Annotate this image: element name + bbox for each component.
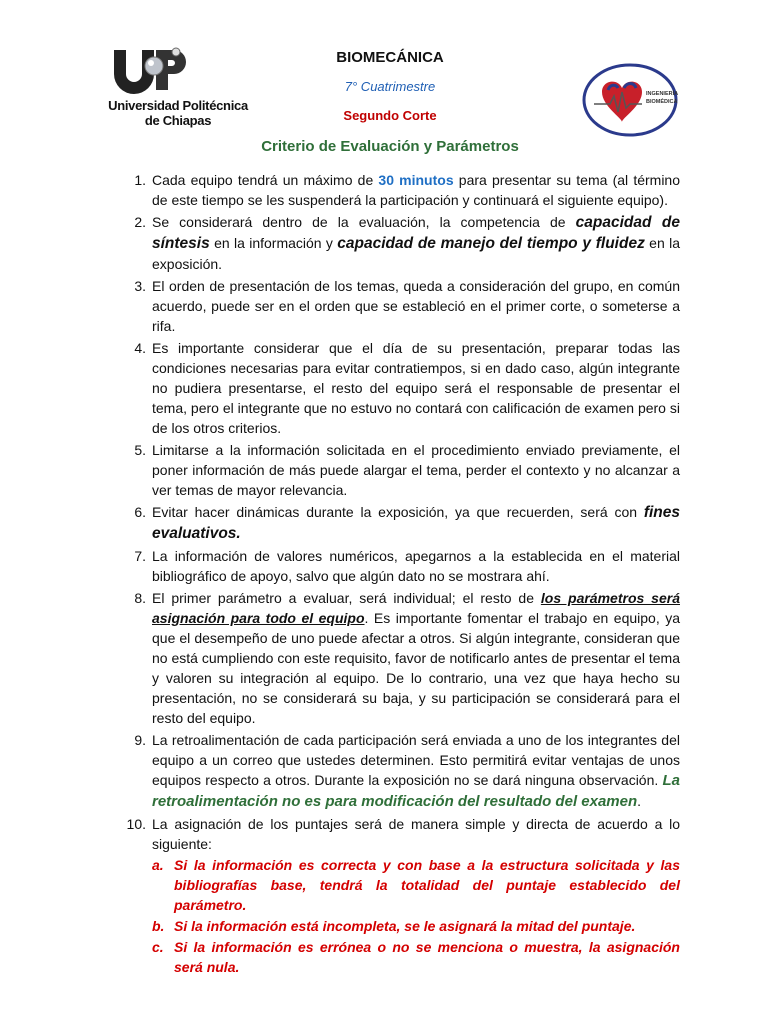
item-highlight: 30 minutos [378,172,454,188]
item-text: Se considerará dentro de la evaluación, la competencia de [152,214,576,230]
item-number: 6. [134,504,146,520]
up-logo-mark-icon [110,46,190,94]
sub-item-letter: c. [152,939,164,955]
sub-item [152,937,680,977]
list-item [120,276,680,336]
item-number: 7. [134,548,146,564]
university-name-line1: Universidad Politécnica [108,98,248,113]
logo-text-line1: INGENIERÍA [646,91,679,97]
item-text: La información de valores numéricos, apegarnos a la establecida en el material bibliográfico de apoyo, salvo que algún dato no se mostrara ahí. [152,548,680,584]
sub-item [152,916,680,936]
logo-text-line2: BIOMÉDICA [646,99,678,105]
course-title: BIOMECÁNICA [336,49,444,66]
sub-item-text: Si la información está incompleta, se le asignará la mitad del puntaje. [174,918,636,934]
item-number: 8. [134,590,146,606]
list-item [120,502,680,544]
item-text: . Es importante fomentar el trabajo en equipo, ya que el desempeño de uno puede afectar a otros. Si algún integrante, consideran que no está cumpliendo con este requisito, favor de notificarlo antes de presentar el tema y valoren su integración al equipo. De lo contrario, una vez que haya hecho su presentación, no se considerará su baja, y su participación se considerará para el resto del equipo. [152,610,680,726]
sub-item [152,855,680,915]
list-item [120,170,680,210]
university-name-line2: de Chiapas [144,113,212,128]
item-text: El orden de presentación de los temas, queda a consideración del grupo, en común acuerdo, puede ser en el orden que se estableció en el primer corte, o someterse a rifa. [152,278,680,334]
list-item [120,730,680,812]
item-number: 1. [134,172,146,188]
item-highlight: La retroalimentación no es para modificación del resultado del examen [152,772,680,810]
sub-item-text: Si la información es correcta y con base a la estructura solicitada y las bibliografías base, tendrá la totalidad del puntaje establecido del parámetro. [174,857,680,913]
item-text: El primer parámetro a evaluar, será individual; el resto de [152,590,541,606]
item-emphasis: capacidad de manejo del tiempo y fluidez [337,235,645,252]
item-number: 5. [134,442,146,458]
item-text: en la exposición. [152,235,680,272]
university-name [106,98,250,128]
item-number: 4. [134,340,146,356]
section-title: Criterio de Evaluación y Parámetros [261,138,519,155]
item-text: . [637,793,642,809]
list-item [120,212,680,274]
list-item [120,588,680,728]
item-text: Es importante considerar que el día de su presentación, preparar todas las condiciones necesarias para evitar contratiempos, si en dado caso, algún integrante no pudiera presentarse, el resto del equipo será el responsable de presentar el tema, pero el integrante que no estuvo no contará con calificación de examen pero si de los otros criterios. [152,340,680,436]
item-text: para presentar su tema (al término de este tiempo se les suspenderá la participación y continuará el siguiente equipo). [152,172,681,208]
list-item [120,440,680,500]
list-item [120,338,680,438]
list-item [120,814,680,977]
item-number: 10. [126,816,146,832]
biomedical-engineering-logo [580,62,680,138]
item-number: 9. [134,732,146,748]
item-text: en la información y [209,235,338,251]
sub-item-letter: a. [152,857,164,873]
item-number: 2. [134,214,146,230]
cut-label: Segundo Corte [343,108,437,123]
heart-ecg-logo-icon [580,62,680,138]
item-emphasis: fines evaluativos. [152,504,680,542]
item-number: 3. [134,278,146,294]
item-text: Evitar hacer dinámicas durante la exposición, ya que recuerden, será con [152,504,644,520]
item-text: Cada equipo tendrá un máximo de [152,172,379,188]
item-text: La asignación de los puntajes será de manera simple y directa de acuerdo a lo siguiente: [152,816,680,852]
term-label: 7° Cuatrimestre [344,79,436,94]
sub-item-text: Si la información es errónea o no se menciona o muestra, la asignación será nula. [174,939,680,975]
item-text: La retroalimentación de cada participación será enviada a uno de los integrantes del equipo a un correo que ustedes determinen. Esto permitirá evitar ventajas de unos equipos respecto a otros. Durante la exposición no se dará ninguna observación. [152,732,680,788]
item-emphasis: capacidad de síntesis [152,214,680,252]
list-item [120,546,680,586]
sub-item-letter: b. [152,918,165,934]
criteria-list [120,170,680,979]
item-emphasis: los parámetros será asignación para todo el equipo [152,590,680,626]
university-logo [106,44,250,132]
item-text: Limitarse a la información solicitada en el procedimiento enviado previamente, el poner información de más puede alargar el tema, perder el contexto y no alcanzar a ver temas de mayor relevancia. [152,442,680,498]
